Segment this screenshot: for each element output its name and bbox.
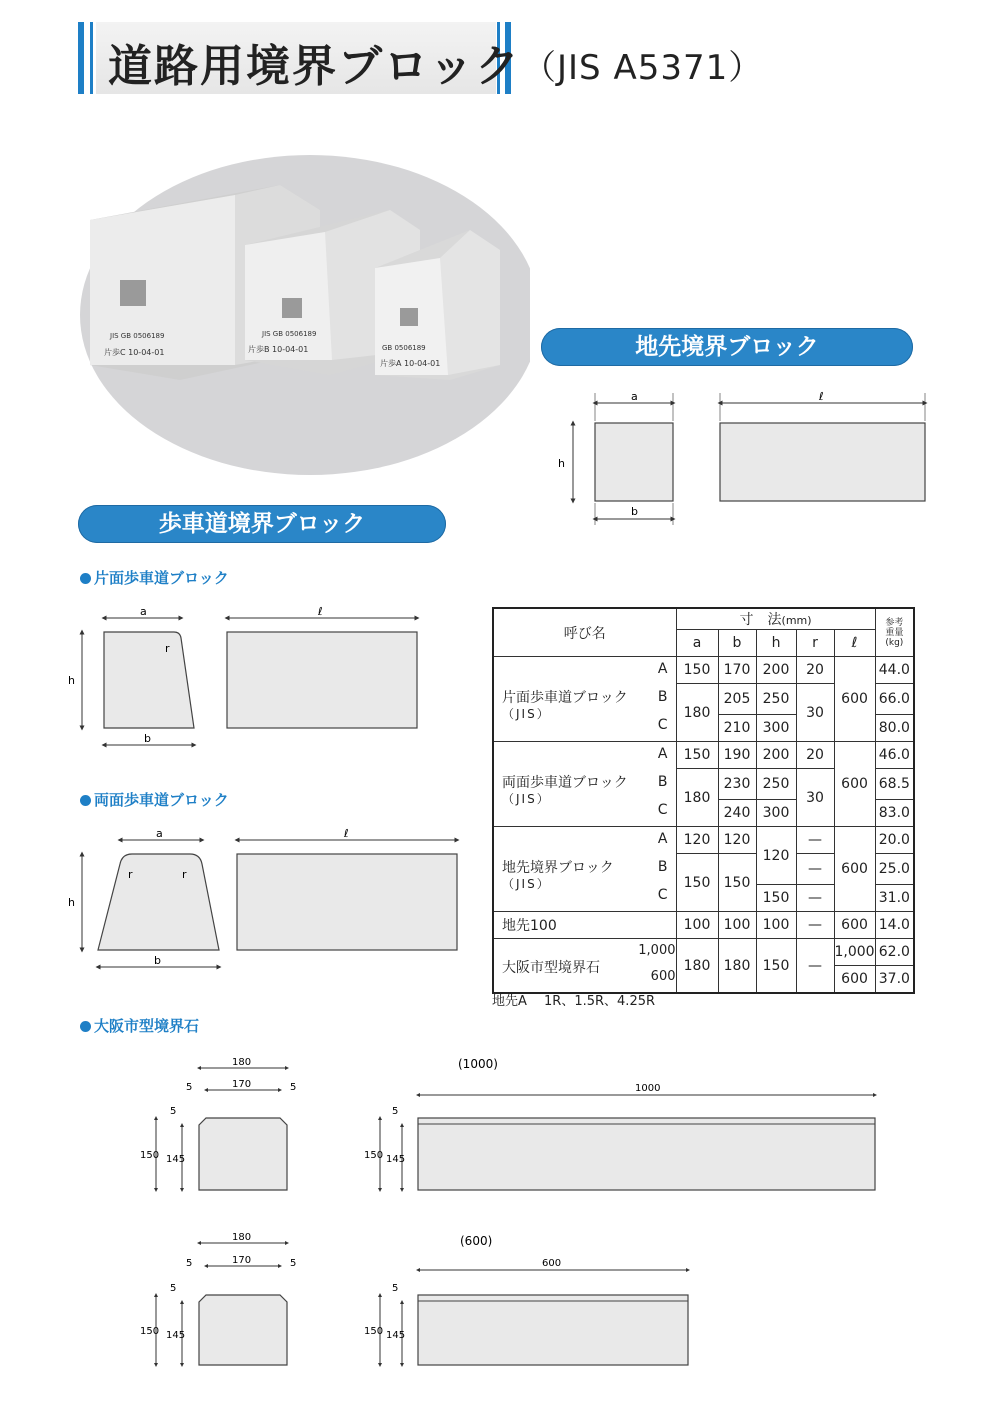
header-ref: 参考 重量 (kg) — [875, 608, 914, 657]
dim-150: 150 — [140, 1326, 160, 1337]
dim-170: 170 — [232, 1255, 252, 1266]
group-name-cell — [493, 657, 676, 742]
cell-weight: 31.0 — [875, 885, 914, 912]
cell-b: 210 — [718, 715, 756, 742]
type-letter: A — [657, 831, 668, 847]
cell-b: 150 — [718, 854, 756, 912]
dim-170: 170 — [232, 1079, 252, 1090]
header-name: 呼び名 — [493, 608, 676, 657]
bullet-dot — [80, 1021, 91, 1032]
dim-600: 600 — [542, 1258, 562, 1269]
variant-600: 600 — [650, 968, 676, 984]
footnote: 地先A 1R、1.5R、4.25R — [492, 994, 656, 1009]
group-standard: （JIS） — [502, 792, 551, 806]
cell-a: 150 — [676, 742, 718, 769]
dim-150: 150 — [364, 1150, 384, 1161]
cell-r: — — [796, 854, 834, 885]
cell-b: 240 — [718, 800, 756, 827]
dim-145: 145 — [386, 1330, 406, 1341]
cell-b: 100 — [718, 912, 756, 939]
dim-h: h — [68, 896, 75, 909]
spec-table — [492, 607, 915, 994]
dim-r: r — [182, 868, 187, 881]
cell-l: 600 — [834, 657, 875, 742]
cell-h: 120 — [756, 827, 796, 885]
cell-b: 120 — [718, 827, 756, 854]
cell-a: 100 — [676, 912, 718, 939]
dim-a: a — [140, 605, 147, 618]
cell-l: 600 — [834, 966, 875, 994]
cross-section — [98, 854, 219, 950]
dim-145: 145 — [386, 1154, 406, 1165]
group-name-cell — [493, 827, 676, 912]
row-name: 地先100 — [493, 912, 676, 939]
dim-150: 150 — [140, 1150, 160, 1161]
dim-5: 5 — [290, 1258, 297, 1269]
osaka-block-drawings — [130, 1050, 890, 1400]
block-label: 片歩C 10-04-01 — [104, 348, 165, 357]
cell-r: — — [796, 912, 834, 939]
label-1000: (1000) — [458, 1057, 498, 1071]
dim-5: 5 — [186, 1082, 193, 1093]
type-letter: C — [657, 802, 668, 818]
cell-a: 180 — [676, 684, 718, 742]
col-h: h — [756, 630, 796, 657]
cell-b: 180 — [718, 939, 756, 994]
section-heading-katamen: 片面歩車道ブロック — [80, 567, 229, 588]
cell-b: 230 — [718, 769, 756, 800]
dim-b: b — [631, 505, 638, 518]
cell-h: 200 — [756, 657, 796, 684]
table-row — [493, 657, 914, 684]
cell-a: 180 — [676, 939, 718, 994]
dim-5: 5 — [186, 1258, 193, 1269]
group-standard: （JIS） — [502, 877, 551, 891]
col-a: a — [676, 630, 718, 657]
osaka-side-view-600 — [364, 1234, 688, 1365]
cell-weight: 25.0 — [875, 854, 914, 885]
dim-5: 5 — [290, 1082, 297, 1093]
type-letter: A — [657, 661, 668, 677]
katamen-block-drawing — [62, 600, 432, 760]
type-letter: B — [657, 774, 668, 790]
cell-l: 600 — [834, 742, 875, 827]
type-letter: A — [657, 746, 668, 762]
cell-h: 300 — [756, 715, 796, 742]
cell-h: 150 — [756, 939, 796, 994]
bullet-dot — [80, 795, 91, 806]
osaka-cross-section-2 — [140, 1232, 296, 1365]
col-r: r — [796, 630, 834, 657]
cell-l: 600 — [834, 827, 875, 912]
cell-a: 150 — [676, 657, 718, 684]
ryomen-block-drawing — [62, 822, 467, 982]
cross-section — [595, 423, 673, 501]
title-accent-bar — [90, 22, 93, 94]
group-standard: （JIS） — [502, 707, 551, 721]
dim-180: 180 — [232, 1232, 252, 1243]
page-title: 道路用境界ブロック — [108, 41, 522, 92]
block-stamp: JIS GB 0506189 — [262, 330, 317, 338]
type-letter: B — [657, 689, 668, 705]
row-name — [493, 939, 676, 994]
section-pill-jisaki: 地先境界ブロック — [541, 328, 913, 366]
dim-5: 5 — [170, 1106, 177, 1117]
block-stamp: JIS GB 0506189 — [110, 332, 165, 340]
dim-h: h — [68, 674, 75, 687]
cell-h: 200 — [756, 742, 796, 769]
cell-weight: 66.0 — [875, 684, 914, 715]
cell-h: 100 — [756, 912, 796, 939]
cell-r: 20 — [796, 657, 834, 684]
product-photo — [70, 150, 530, 480]
cell-b: 205 — [718, 684, 756, 715]
group-name: 片面歩車道ブロック — [502, 690, 628, 706]
dim-b: b — [154, 954, 161, 967]
cell-a: 150 — [676, 854, 718, 912]
table-row — [493, 939, 914, 966]
cell-b: 170 — [718, 657, 756, 684]
cell-weight: 83.0 — [875, 800, 914, 827]
title-accent-bar — [78, 22, 84, 94]
block-label: 片歩B 10-04-01 — [248, 345, 309, 354]
side-view — [227, 632, 417, 728]
cell-weight: 68.5 — [875, 769, 914, 800]
dim-145: 145 — [166, 1154, 186, 1165]
dim-r: r — [128, 868, 133, 881]
cell-r: 30 — [796, 684, 834, 742]
type-letter: C — [657, 887, 668, 903]
cell-r: 30 — [796, 769, 834, 827]
dim-l: ℓ — [344, 827, 349, 840]
cell-weight: 20.0 — [875, 827, 914, 854]
dim-a: a — [631, 390, 638, 403]
cell-b: 190 — [718, 742, 756, 769]
variant-1000: 1,000 — [638, 942, 676, 958]
header-dims: 寸 法(mm) — [676, 608, 875, 630]
osaka-cross-section-1 — [140, 1057, 296, 1190]
block-label: 片歩A 10-04-01 — [380, 359, 441, 368]
page-subtitle: （JIS A5371） — [522, 48, 764, 88]
col-l: ℓ — [834, 630, 875, 657]
cross-section — [104, 632, 194, 728]
table-header-row — [493, 608, 914, 630]
group-name: 両面歩車道ブロック — [502, 775, 628, 791]
cell-h: 300 — [756, 800, 796, 827]
dim-l: ℓ — [819, 390, 824, 403]
cell-a: 180 — [676, 769, 718, 827]
cell-r: — — [796, 885, 834, 912]
dim-145: 145 — [166, 1330, 186, 1341]
type-letter: C — [657, 717, 668, 733]
col-b: b — [718, 630, 756, 657]
cell-l: 1,000 — [834, 939, 875, 966]
cell-a: 120 — [676, 827, 718, 854]
dim-5: 5 — [392, 1283, 399, 1294]
dim-l: ℓ — [318, 605, 323, 618]
dim-150: 150 — [364, 1326, 384, 1337]
osaka-name: 大阪市型境界石 — [502, 959, 600, 976]
cell-r: — — [796, 827, 834, 854]
dim-5: 5 — [392, 1106, 399, 1117]
dim-5: 5 — [170, 1283, 177, 1294]
dim-b: b — [144, 732, 151, 745]
cell-r: — — [796, 939, 834, 994]
section-pill-hoshado: 歩車道境界ブロック — [78, 505, 446, 543]
group-name: 地先境界ブロック — [502, 860, 614, 876]
table-row — [493, 742, 914, 769]
cell-weight: 80.0 — [875, 715, 914, 742]
jisaki-block-drawing — [555, 385, 935, 530]
cell-weight: 37.0 — [875, 966, 914, 994]
cell-h: 250 — [756, 684, 796, 715]
table-row — [493, 912, 914, 939]
section-heading-osaka: 大阪市型境界石 — [80, 1015, 199, 1036]
cell-r: 20 — [796, 742, 834, 769]
dim-r: r — [165, 642, 170, 655]
group-name-cell — [493, 742, 676, 827]
label-600: (600) — [460, 1234, 493, 1248]
cell-weight: 46.0 — [875, 742, 914, 769]
cell-weight: 44.0 — [875, 657, 914, 684]
cell-w: 14.0 — [875, 912, 914, 939]
cell-h: 150 — [756, 885, 796, 912]
dim-180: 180 — [232, 1057, 252, 1068]
type-letter: B — [657, 859, 668, 875]
bullet-dot — [80, 573, 91, 584]
cell-l: 600 — [834, 912, 875, 939]
side-view — [237, 854, 457, 950]
section-heading-ryomen: 両面歩車道ブロック — [80, 789, 229, 810]
dim-h: h — [558, 457, 565, 470]
dim-a: a — [156, 827, 163, 840]
cell-weight: 62.0 — [875, 939, 914, 966]
side-view — [720, 423, 925, 501]
dim-1000: 1000 — [635, 1083, 661, 1094]
cell-h: 250 — [756, 769, 796, 800]
table-row — [493, 827, 914, 854]
osaka-side-view-1000 — [364, 1057, 875, 1190]
block-stamp: GB 0506189 — [382, 344, 426, 352]
